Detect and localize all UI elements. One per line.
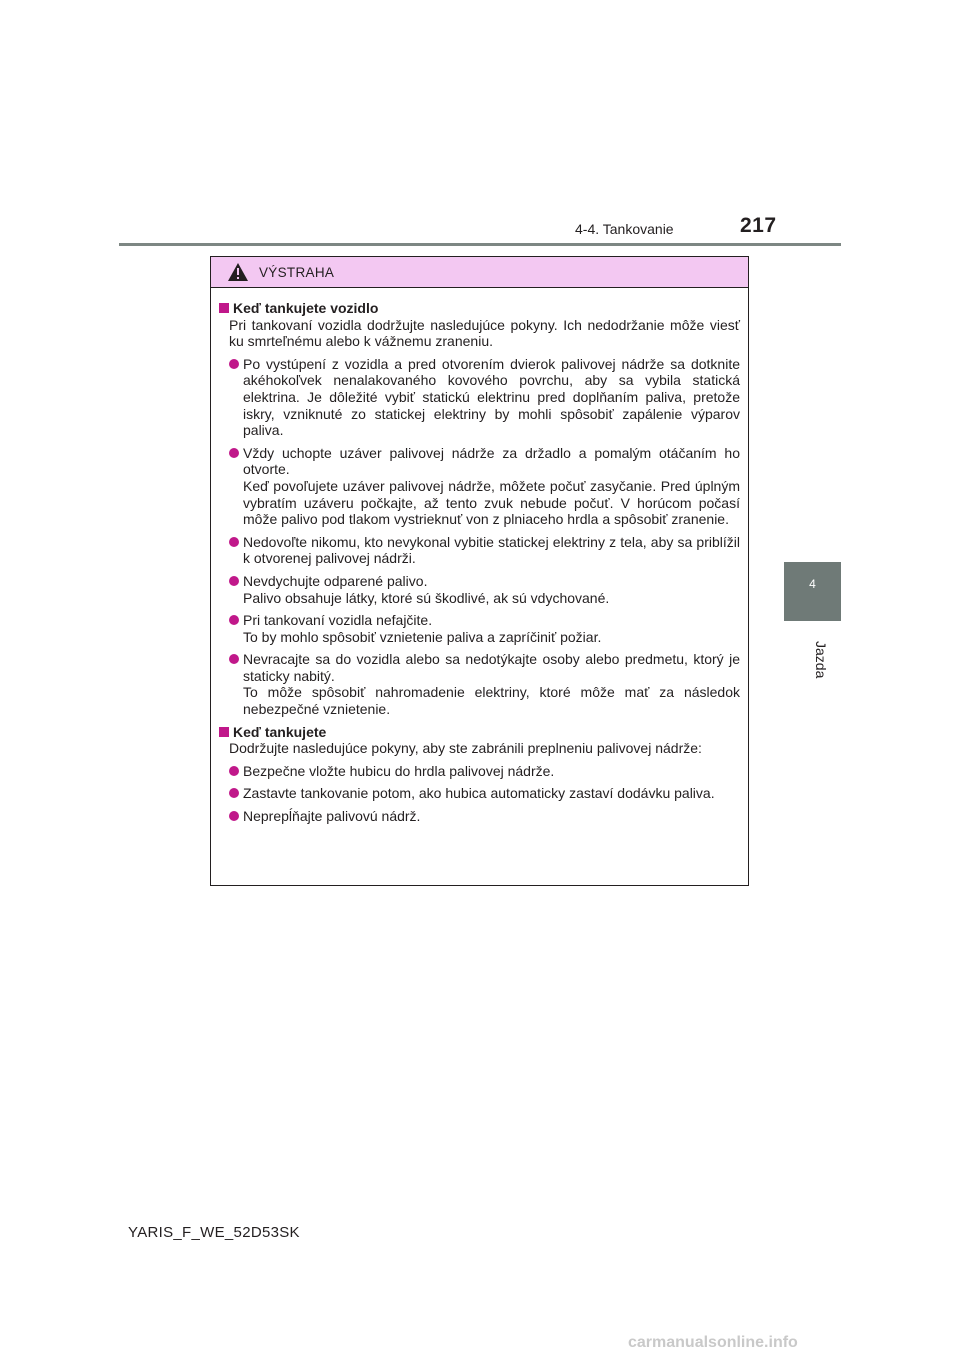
round-bullet-icon: [229, 537, 239, 547]
chapter-label: Jazda: [813, 641, 829, 679]
list-item: [219, 651, 740, 717]
list-item: [219, 763, 740, 780]
list-item-text: [243, 785, 740, 802]
list-item-paragraph: Neprepĺňajte palivovú nádrž.: [243, 808, 421, 825]
page-number: 217: [740, 214, 777, 237]
list-item: [219, 445, 740, 528]
round-bullet-icon: [229, 766, 239, 776]
list-item: [219, 785, 740, 802]
round-bullet-icon: [229, 811, 239, 821]
section-title: [219, 724, 740, 741]
list-item-paragraph: Keď povoľujete uzáver palivovej nádrže, môžete počuť zasyčanie. Pred úplným vybratím uzáveru počkajte, až tento zvuk nebude počuť. V horúcom počasí môže palivo pod tlakom vystrieknuť von z plniaceho hrdla a spôsobiť zranenie.: [243, 477, 740, 528]
round-bullet-icon: [229, 615, 239, 625]
section-title-text: Keď tankujete: [233, 723, 327, 740]
chapter-number: 4: [809, 577, 816, 591]
document-code: YARIS_F_WE_52D53SK: [128, 1224, 300, 1241]
list-item-paragraph: Palivo obsahuje látky, ktoré sú škodlivé, ak sú vdychované.: [243, 589, 610, 606]
list-item-paragraph: Po vystúpení z vozidla a pred otvorením dvierok palivovej nádrže sa dotknite akéhokoľvek nenalakovaného kovového povrchu, aby sa vybila statická elektrina. Je dôležité vybiť statickú elektrinu pred doplňaním paliva, pretože iskry, vzniknuté zo statickej elektriny by mohli spôsobiť zapálenie výparov paliva.: [243, 355, 740, 439]
list-item-text: [243, 445, 740, 528]
section-title: [219, 300, 740, 317]
list-item-text: [243, 356, 740, 439]
list-item-paragraph: Pri tankovaní vozidla nefajčite.: [243, 612, 433, 629]
round-bullet-icon: [229, 359, 239, 369]
list-item-text: [243, 534, 740, 567]
list-item: [219, 356, 740, 439]
list-item-paragraph: To môže spôsobiť nahromadenie elektriny, ktoré môže mať za následok nebezpečné vznietenie.: [243, 684, 740, 718]
list-item-paragraph: Nedovoľte nikomu, kto nevykonal vybitie statickej elektriny z tela, aby sa priblížil k otvorenej palivovej nádrži.: [243, 533, 740, 567]
section-intro: Pri tankovaní vozidla dodržujte nasledujúce pokyny. Ich nedodržanie môže viesť ku smrteľnému alebo k vážnemu zraneniu.: [229, 316, 740, 350]
round-bullet-icon: [229, 788, 239, 798]
square-bullet-icon: [219, 303, 229, 313]
watermark: carmanualsonline.info: [628, 1334, 798, 1351]
warning-box: [210, 256, 749, 886]
section-intro: Dodržujte nasledujúce pokyny, aby ste zabránili preplneniu palivovej nádrže:: [229, 740, 702, 757]
list-item: [219, 808, 740, 825]
warning-triangle-icon: [227, 262, 249, 282]
round-bullet-icon: [229, 654, 239, 664]
list-item: [219, 534, 740, 567]
list-item-text: [243, 763, 740, 780]
list-item-paragraph: Nevdychujte odparené palivo.: [243, 572, 428, 589]
list-item-text: [243, 808, 740, 825]
round-bullet-icon: [229, 448, 239, 458]
section-title-text: Keď tankujete vozidlo: [233, 300, 379, 316]
list-item-text: [243, 651, 740, 717]
list-item-text: [243, 573, 740, 606]
warning-title: VÝSTRAHA: [259, 264, 335, 280]
warning-body: [211, 288, 748, 825]
header-section: 4-4. Tankovanie: [575, 221, 674, 237]
square-bullet-icon: [219, 727, 229, 737]
list-item: [219, 612, 740, 645]
list-item: [219, 573, 740, 606]
warning-header: [211, 257, 748, 288]
list-item-paragraph: Nevracajte sa do vozidla alebo sa nedotýkajte osoby alebo predmetu, ktorý je staticky nabitý.: [243, 651, 740, 684]
list-item-paragraph: Vždy uchopte uzáver palivovej nádrže za držadlo a pomalým otáčaním ho otvorte.: [243, 444, 740, 478]
list-item-text: [243, 612, 740, 645]
list-item-paragraph: To by mohlo spôsobiť vznietenie paliva a zapríčiniť požiar.: [243, 628, 602, 645]
round-bullet-icon: [229, 576, 239, 586]
header-rule: [119, 243, 841, 246]
list-item-paragraph: Bezpečne vložte hubicu do hrdla palivovej nádrže.: [243, 762, 555, 779]
list-item-paragraph: Zastavte tankovanie potom, ako hubica automaticky zastaví dodávku paliva.: [243, 785, 715, 802]
chapter-tab[interactable]: [784, 562, 841, 621]
